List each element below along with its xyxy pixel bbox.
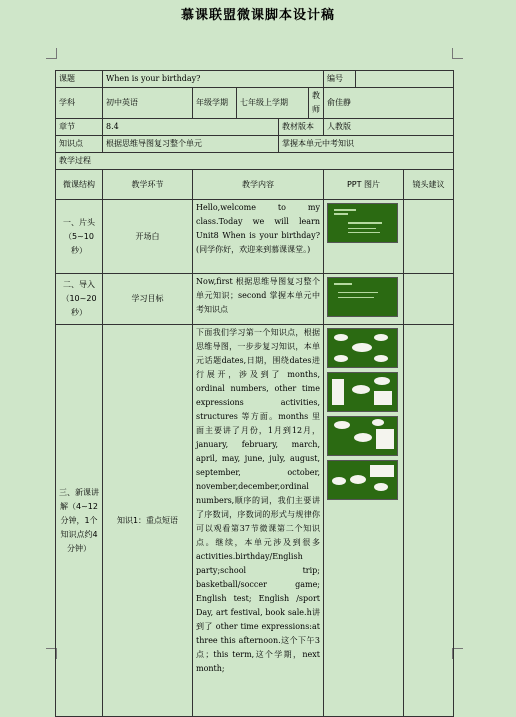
grade-value: 七年级上学期: [237, 88, 309, 119]
mindmap-box: [376, 429, 394, 449]
content-cell: Now,first 根据思维导图复习整个单元知识；second 掌握本单元中考知识点: [193, 274, 324, 325]
ppt-slide-thumbnail: [327, 460, 398, 500]
knowledge-row: [56, 136, 454, 153]
slide-line-mark: [334, 213, 348, 215]
mindmap-box: [374, 391, 392, 405]
content-cell: Hello,welcome to my class.Today we will learn Unit8 When is your birthday?(同学你好，欢迎来到慕课课堂。): [193, 200, 324, 274]
slide-line-mark: [348, 232, 380, 233]
mindmap-bubble: [334, 355, 348, 362]
header-content: 教学内容: [193, 170, 324, 200]
knowledge-value: 根据思维导图复习整个单元: [103, 136, 279, 153]
grade-label: 年级学期: [193, 88, 237, 119]
slide-line-mark: [338, 297, 374, 298]
header-shot: 镜头建议: [404, 170, 454, 200]
slide-line-mark: [334, 209, 356, 211]
document-title: 慕课联盟微课脚本设计稿: [180, 8, 335, 23]
stage-cell: 开场白: [103, 200, 193, 274]
structure-cell: 一、片头（5~10秒）: [56, 200, 103, 274]
mindmap-bubble: [372, 419, 384, 426]
mindmap-bubble: [334, 334, 348, 341]
slide-line-mark: [348, 228, 376, 229]
number-label: 编号: [324, 71, 356, 88]
chapter-row: [56, 119, 454, 136]
header-stage: 教学环节: [103, 170, 193, 200]
header-structure: 微课结构: [56, 170, 103, 200]
knowledge-label: 知识点: [56, 136, 103, 153]
subject-value: 初中英语: [103, 88, 193, 119]
crop-mark-top-left: [46, 48, 57, 59]
topic-value: When is your birthday?: [103, 71, 324, 88]
crop-mark-top-right: [452, 48, 463, 59]
ppt-slide-thumbnail: [327, 372, 398, 412]
slide-line-mark: [334, 283, 352, 285]
teacher-label: 教师: [309, 88, 324, 119]
ppt-slide-thumbnail: [327, 416, 398, 456]
subject-row: [56, 88, 454, 119]
chapter-value: 8.4: [103, 119, 279, 136]
stage-cell: 知识1：重点短语: [103, 325, 193, 717]
mindmap-box: [332, 379, 344, 405]
table-row-lesson: [56, 325, 454, 717]
structure-cell: 二、导入（10~20秒）: [56, 274, 103, 325]
shot-cell: [404, 325, 454, 717]
edition-value: 人教版: [324, 119, 454, 136]
lesson-script-table: [55, 70, 454, 717]
process-label: 教学过程: [56, 153, 454, 170]
process-row: [56, 153, 454, 170]
ppt-cell: [324, 274, 404, 325]
stage-cell: 学习目标: [103, 274, 193, 325]
ppt-cell: [324, 325, 404, 717]
mindmap-bubble: [350, 475, 366, 484]
mindmap-box: [370, 465, 394, 477]
ppt-slide-thumbnail: [327, 328, 398, 368]
edition-label: 教材版本: [279, 119, 324, 136]
knowledge-value-2: 掌握本单元中考知识: [279, 136, 454, 153]
mindmap-bubble: [332, 477, 346, 485]
header-ppt: PPT 图片: [324, 170, 404, 200]
table-row-opening: [56, 200, 454, 274]
topic-label: 课题: [56, 71, 103, 88]
mindmap-bubble: [352, 343, 372, 352]
mindmap-bubble: [374, 483, 388, 491]
column-header-row: [56, 170, 454, 200]
slide-line-mark: [338, 292, 378, 293]
mindmap-bubble: [354, 433, 372, 442]
mindmap-bubble: [374, 355, 388, 362]
content-cell: 下面我们学习第一个知识点，根据思维导图，一步步复习知识，本单元话题dates,日期，围绕dates进行展开，涉及到了 months, ordinal numbers, other time expressions activities, structures 等方面。months 里面主要讲了月份，1月到12月， january, february, march, april, may, june, july, august, september, october, november,december,ordinal numbers,顺序的词，我们主要讲了序数词，序数词的形式与规律你可以观看第37节微课第二个知识点。继续，本单元涉及到很多activities.birthday/English party;school trip; basketball/soccer game; English test; English /sport Day, art festival, book sale.h讲到了 other time expressions:at three this afternoon.这个下午3点；this term,这个学期，next month;: [193, 325, 324, 717]
shot-cell: [404, 200, 454, 274]
table-row-intro: [56, 274, 454, 325]
chapter-label: 章节: [56, 119, 103, 136]
topic-row: [56, 71, 454, 88]
mindmap-bubble: [334, 421, 350, 429]
mindmap-bubble: [374, 377, 390, 385]
structure-cell: 三、新课讲解（4~12分钟，1个知识点约4分钟）: [56, 325, 103, 717]
mindmap-bubble: [374, 334, 388, 341]
subject-label: 学科: [56, 88, 103, 119]
ppt-slide-thumbnail: [327, 203, 398, 243]
mindmap-bubble: [352, 385, 370, 394]
ppt-cell: [324, 200, 404, 274]
shot-cell: [404, 274, 454, 325]
slide-line-mark: [348, 222, 382, 224]
ppt-slide-thumbnail: [327, 277, 398, 317]
number-value: [356, 71, 454, 88]
teacher-value: 俞佳静: [324, 88, 454, 119]
